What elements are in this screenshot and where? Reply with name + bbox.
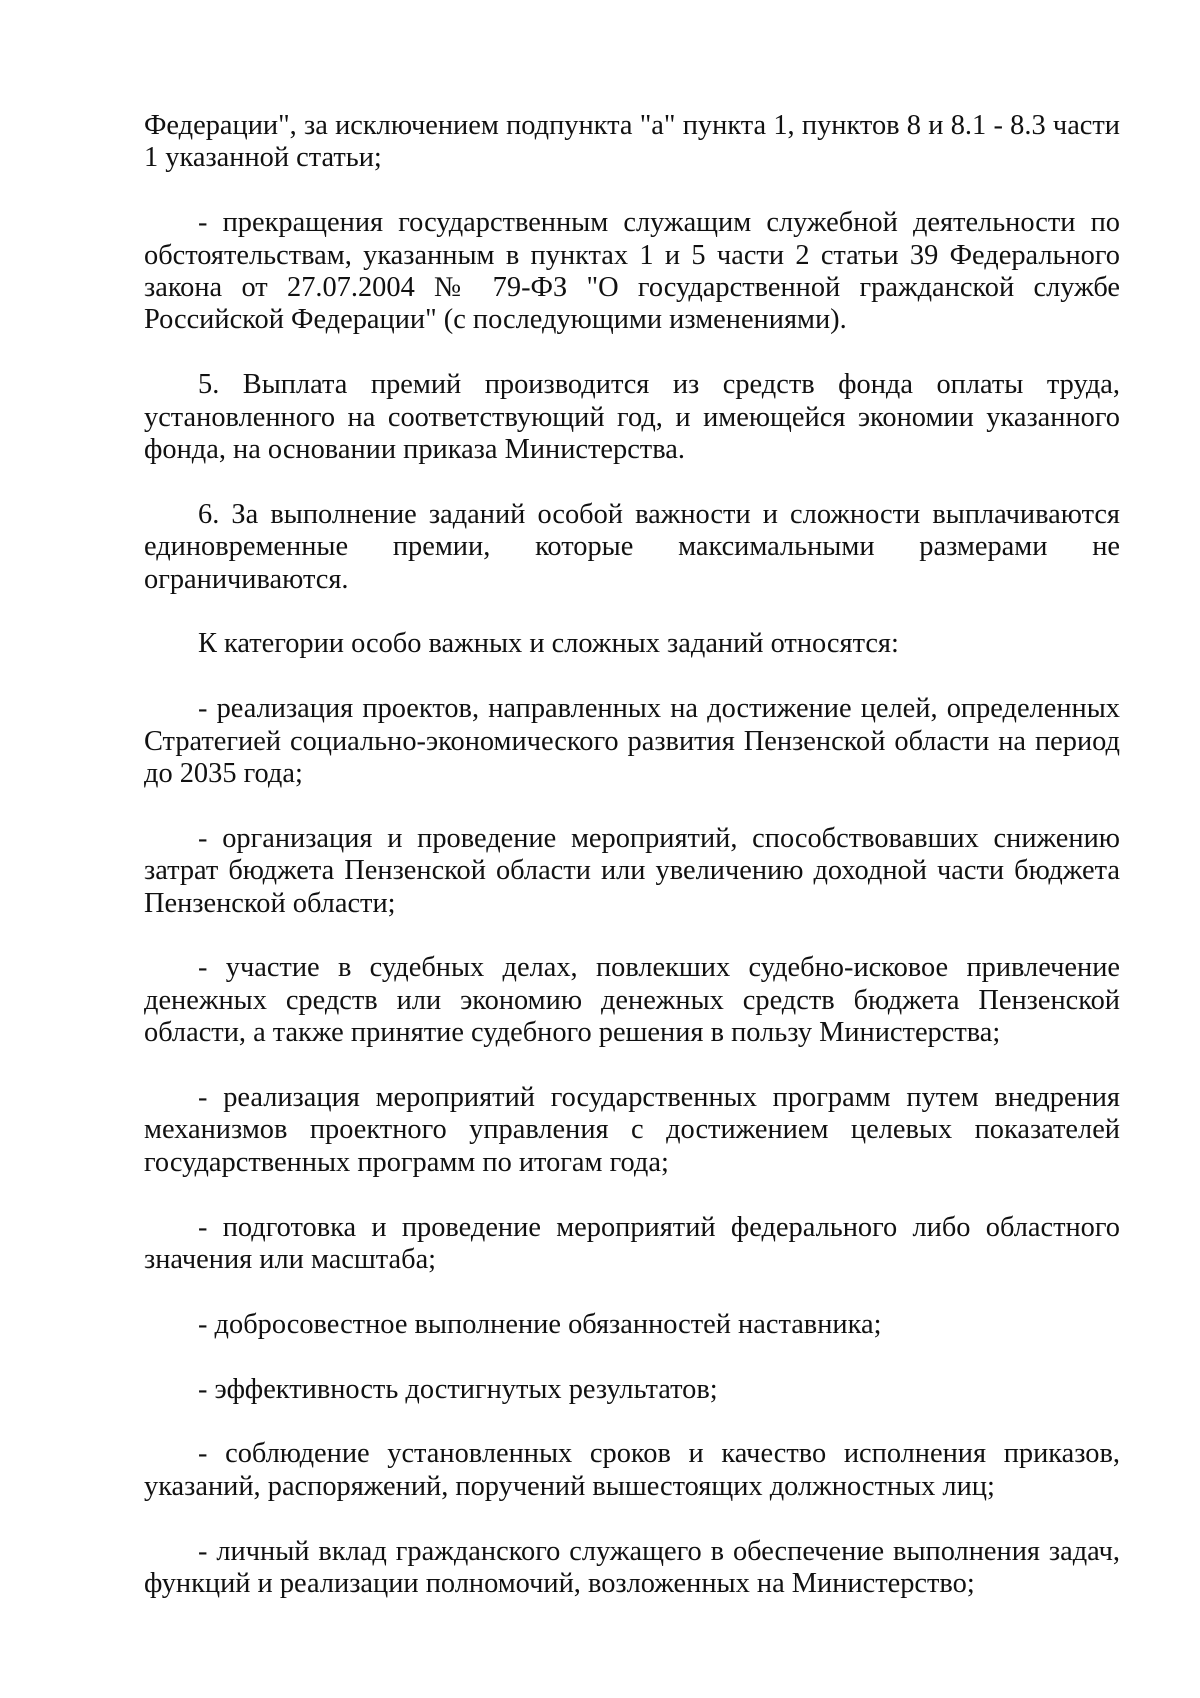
list-item-mentoring: - добросовестное выполнение обязанностей наставника; xyxy=(198,1308,882,1340)
paragraph-category-heading: К категории особо важных и сложных заданий относятся: xyxy=(198,628,899,660)
paragraph-termination-clause: - прекращения государственным служащим служебной деятельности по обстоятельствам, указанным в пунктах 1 и 5 части 2 статьи 39 Федерального закона от 27.07.2004 № 79-ФЗ "О государственной гражданской службе Российской Федерации" (с последующими изменениями). xyxy=(144,207,1120,336)
list-item-effectiveness: - эффективность достигнутых результатов; xyxy=(198,1373,718,1405)
paragraph-continuation: Федерации", за исключением подпункта "а" пункта 1, пунктов 8 и 8.1 - 8.3 части 1 указанной статьи; xyxy=(144,110,1120,174)
list-item-court-cases: - участие в судебных делах, повлекших судебно-исковое привлечение денежных средств или экономию денежных средств бюджета Пензенской области, а также принятие судебного решения в пользу Министерства; xyxy=(144,952,1120,1049)
list-item-events: - подготовка и проведение мероприятий федерального либо областного значения или масштаба; xyxy=(144,1211,1120,1276)
paragraph-item-5: 5. Выплата премий производится из средств фонда оплаты труда, установленного на соответствующий год, и имеющейся экономии указанного фонда, на основании приказа Министерства. xyxy=(144,369,1120,466)
list-item-personal-contribution: - личный вклад гражданского служащего в обеспечение выполнения задач, функций и реализации полномочий, возложенных на Министерство; xyxy=(144,1535,1120,1600)
list-item-strategy-projects: - реализация проектов, направленных на достижение целей, определенных Стратегией социально-экономического развития Пензенской области на период до 2035 года; xyxy=(144,693,1120,790)
document-body xyxy=(144,110,1120,1600)
paragraph-item-6: 6. За выполнение заданий особой важности и сложности выплачиваются единовременные премии, которые максимальными размерами не ограничиваются. xyxy=(144,498,1120,595)
list-item-deadlines: - соблюдение установленных сроков и качество исполнения приказов, указаний, распоряжений, поручений вышестоящих должностных лиц; xyxy=(144,1438,1120,1502)
list-item-budget-measures: - организация и проведение мероприятий, способствовавших снижению затрат бюджета Пензенской области или увеличению доходной части бюджета Пензенской области; xyxy=(144,822,1120,919)
list-item-state-programs: - реализация мероприятий государственных программ путем внедрения механизмов проектного управления с достижением целевых показателей государственных программ по итогам года; xyxy=(144,1082,1120,1178)
